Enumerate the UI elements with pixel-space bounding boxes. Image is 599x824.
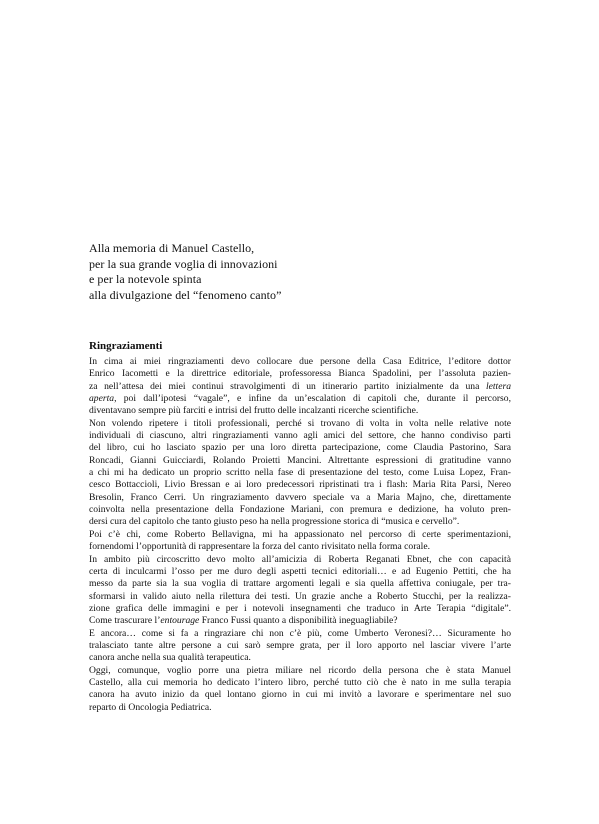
body-line	[89, 689, 511, 701]
body-line	[89, 554, 511, 566]
body-line	[89, 665, 511, 677]
body-line	[89, 591, 511, 603]
dedication-line: Alla memoria di Manuel Castello,	[89, 241, 255, 255]
body-text-segment: fornendomi l’opportunità di rappresentare la forza del canto rivisitato nella forma corale.	[89, 541, 430, 553]
italic-text: lettera	[485, 380, 511, 392]
body-text-segment: messo da parte sia la sua voglia di trattare argomenti legali e sia quella affettiva coniugale, per tra-	[89, 578, 511, 590]
dedication-line: alla divulgazione del “fenomeno canto”	[89, 287, 282, 302]
body-line	[89, 368, 511, 380]
body-text-segment: Oggi, comunque, voglio porre una pietra miliare nel ricordo della persona che è stata Manuel	[89, 664, 511, 676]
body-text-segment: cesco Bottaccioli, Livio Bressan e ai loro predecessori ripristinati tra i flash: Maria Rita Parsi, Nereo	[89, 479, 511, 491]
body-text-segment: sformarsi in valido aiuto nella rilettura dei testi. Un grazie anche a Roberto Stucchi, per la realizza-	[89, 590, 511, 602]
body-line	[89, 430, 511, 442]
body-line	[89, 356, 511, 368]
body-line	[89, 516, 511, 528]
body-line	[89, 603, 511, 615]
body-line	[89, 628, 511, 640]
body-line	[89, 677, 511, 689]
body-line	[89, 393, 511, 405]
body-text-segment: Roncadi, Gianni Guicciardi, Rolando Proietti Mancini. Altrettante espressioni di gratitudine vanno	[89, 454, 511, 466]
body-text-segment: tralasciato tante altre persone a cui sarò sempre grata, per il loro apporto nel lasciar vivere l’arte	[89, 639, 511, 651]
body-line	[89, 541, 511, 553]
body-text-segment: In cima ai miei ringraziamenti devo collocare due persone della Casa Editrice, l’editore dottor	[89, 356, 511, 367]
dedication	[89, 241, 409, 303]
dedication-line: e per la notevole spinta	[89, 272, 202, 286]
italic-text: entourage	[160, 615, 200, 627]
body-text-segment: Castello, alla cui memoria ho dedicato l’intero libro, perché tutto ciò che è nato in me sulla terapia	[89, 676, 511, 688]
body-line	[89, 578, 511, 590]
body-line	[89, 615, 511, 627]
body-text-segment: diventavano sempre più farciti e intrisi del frutto delle incalzanti ricerche scientifiche.	[89, 405, 419, 417]
body-line	[89, 640, 511, 652]
body-text-segment: Non volendo ripetere i titoli professionali, perché si trovano di volta in volta nelle relative note	[89, 417, 511, 429]
body-text-segment: a chi mi ha dedicato un proprio scritto nella fase di presentazione del testo, come Luisa Lopez, Fran-	[89, 467, 511, 479]
body-text-segment: canora ha avuto inizio da quel lontano giorno in cui mi invitò a lavorare e sperimentare nel suo	[89, 689, 511, 701]
acknowledgements-body	[89, 356, 511, 714]
body-text-segment: Come trascurare l’	[89, 615, 161, 627]
body-line	[89, 504, 511, 516]
body-text-segment: individuali di ciascuno, altri ringraziamenti vanno agli amici del settore, che hanno condiviso parti	[89, 430, 511, 442]
body-text-segment: za nell’attesa dei miei continui stravolgimenti di un itinerario partito inizialmente da una	[89, 380, 486, 392]
dedication-line: per la sua grande voglia di innovazioni	[89, 256, 278, 271]
body-line	[89, 652, 511, 664]
body-text-segment: , poi dall’ipotesi “vagale”, e infine da un’escalation di capitoli che, durante il percorso,	[114, 393, 511, 405]
body-line	[89, 455, 511, 467]
body-text-segment: Bresolin, Franco Cerri. Un ringraziamento davvero speciale va a Maria Majno, che, direttamente	[89, 491, 511, 503]
body-line	[89, 479, 511, 491]
body-text-segment: Franco Fussi quanto a disponibilità ineguagliabile?	[199, 615, 398, 627]
body-line	[89, 566, 511, 578]
body-line	[89, 405, 511, 417]
body-text-segment: reparto di Oncologia Pediatrica.	[89, 701, 212, 713]
body-text-segment: E ancora… come si fa a ringraziare chi non c’è più, come Umberto Veronesi?… Sicuramente ho	[89, 627, 511, 639]
body-line	[89, 418, 511, 430]
body-text-segment: coinvolta nella presentazione della Fondazione Mariani, con premura e dedizione, ha voluto pren-	[89, 504, 511, 516]
body-text-segment: canora anche nella sua qualità terapeutica.	[89, 652, 251, 664]
body-line	[89, 529, 511, 541]
body-line	[89, 702, 511, 714]
body-line	[89, 442, 511, 454]
italic-text: aperta	[89, 393, 115, 405]
section-title: Ringraziamenti	[89, 340, 163, 352]
body-text-segment: Enrico Iacometti e la direttrice editoriale, professoressa Bianca Spadolini, per l’assoluta pazien-	[89, 368, 511, 380]
body-text-segment: zione grafica delle immagini e per i notevoli insegnamenti che traduco in Arte Terapia “digitale”.	[89, 602, 511, 614]
body-text-segment: In ambito più circoscritto devo molto all’amicizia di Roberta Reganati Ebnet, che con capacità	[89, 553, 511, 565]
body-text-segment: dersi cura del capitolo che tanto giusto peso ha nella progressione storica di “musica e cervello”.	[89, 516, 460, 528]
body-text-segment: Poi c’è chi, come Roberto Bellavigna, mi ha appassionato nel percorso di certe sperimentazioni,	[89, 528, 511, 540]
body-line	[89, 492, 511, 504]
body-text-segment: del libro, cui ho lasciato spazio per una loro diretta partecipazione, come Claudia Pastorino, Sara	[89, 442, 511, 454]
body-line	[89, 467, 511, 479]
body-text-segment: certa di inculcarmi l’osso per me duro degli aspetti tecnici editoriali… e ad Eugenio Pettiti, che ha	[89, 565, 511, 577]
body-line	[89, 381, 511, 393]
